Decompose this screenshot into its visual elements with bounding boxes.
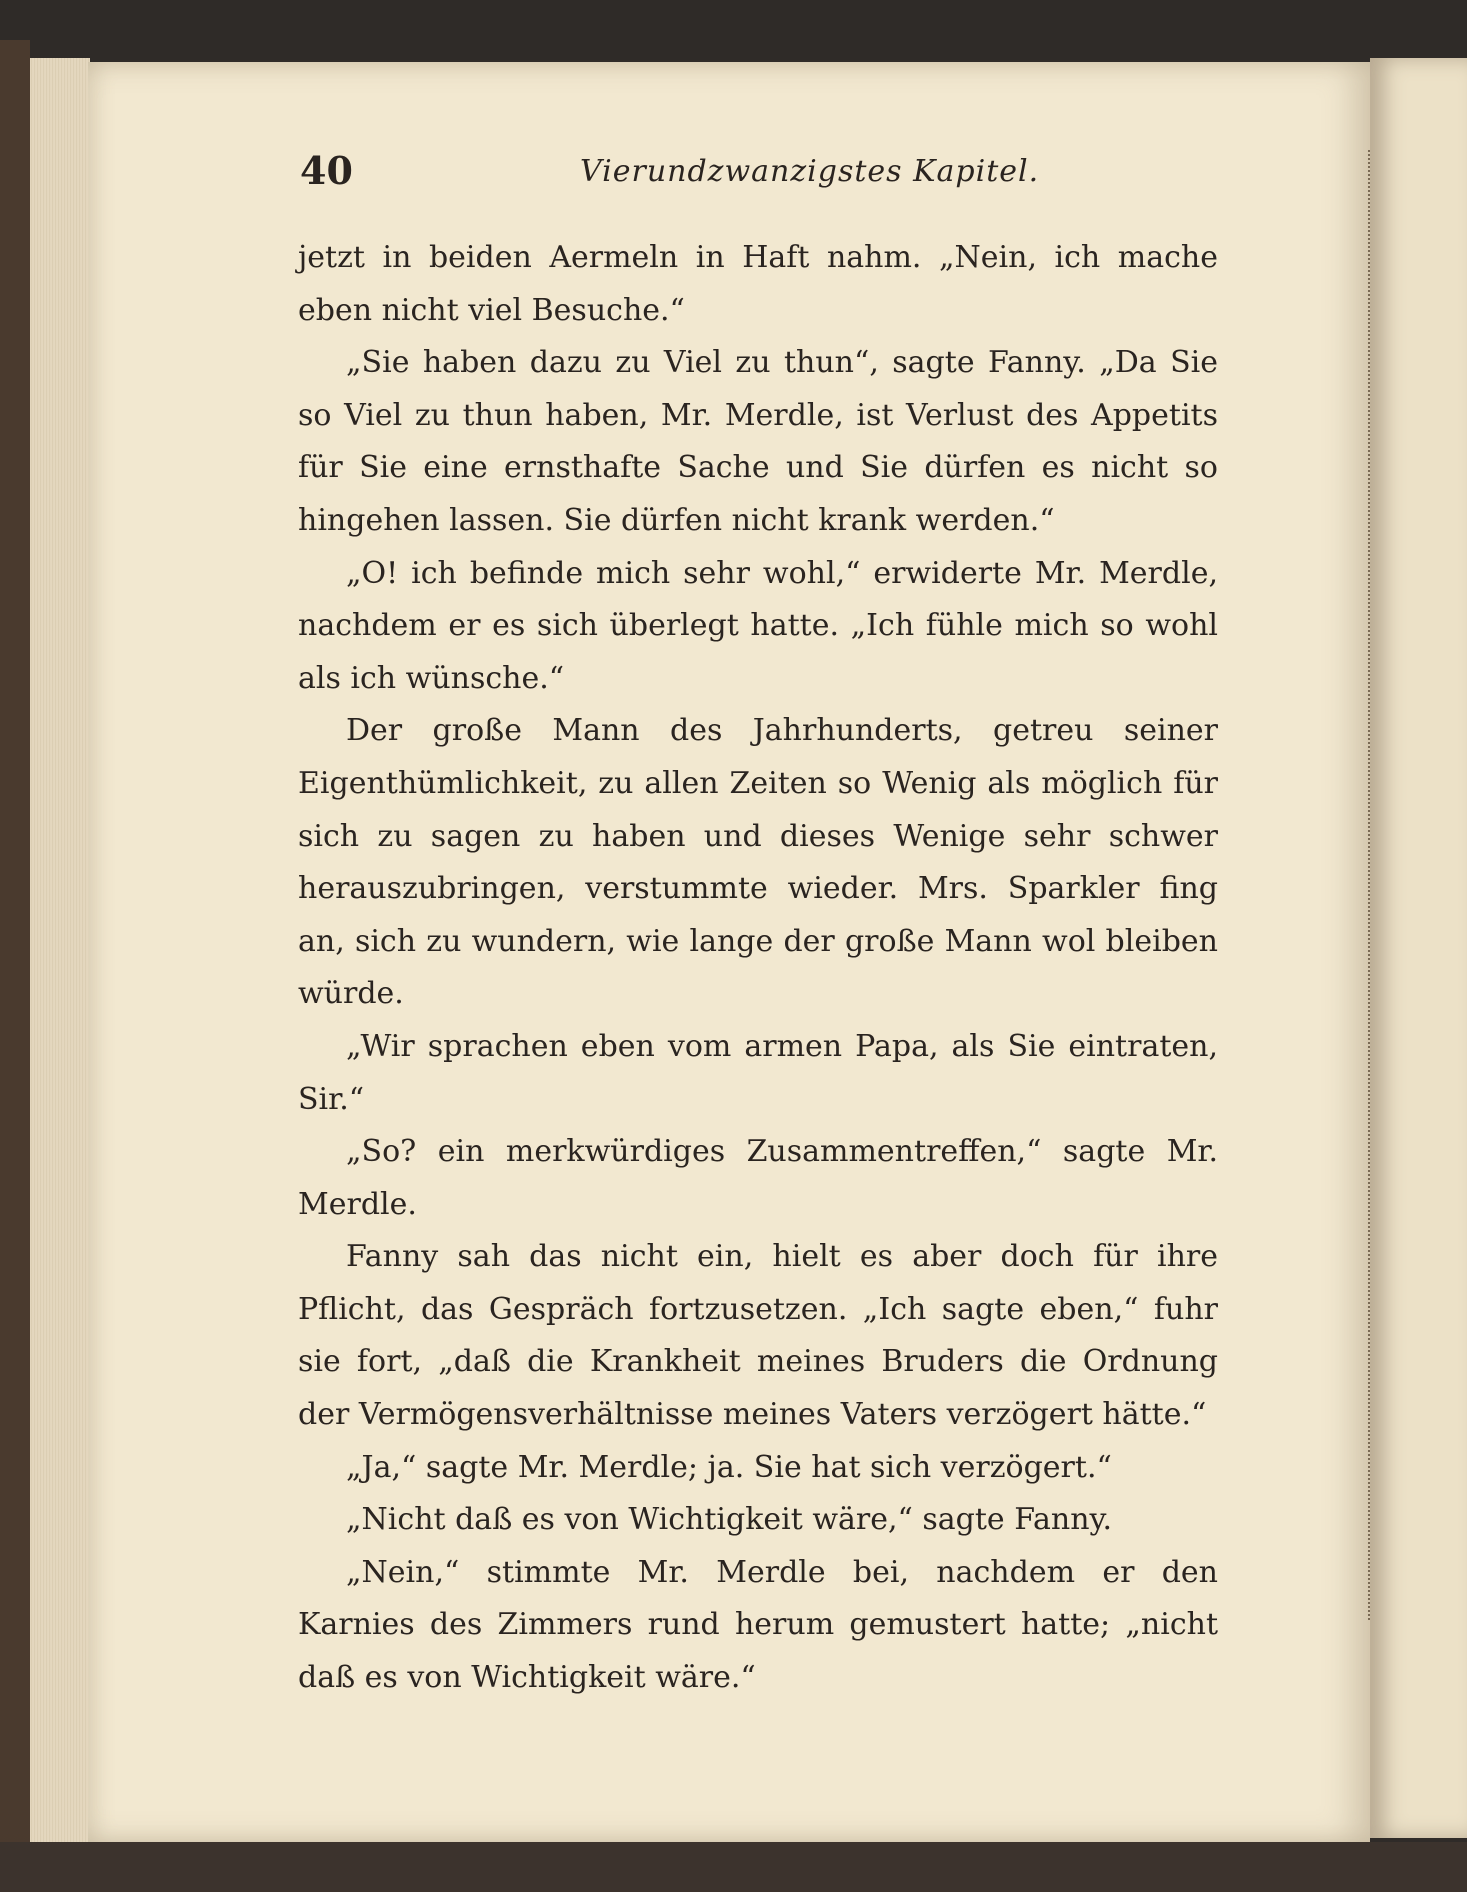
- paragraph: jetzt in beiden Aermeln in Haft nahm. „Nein, ich mache eben nicht viel Besuche.“: [298, 240, 1218, 328]
- paragraph: „Nein,“ stimmte Mr. Merdle bei, nachdem er den Karnies des Zimmers rund herum gemustert hatte; „nicht daß es von Wichtigkeit wäre.“: [298, 1554, 1218, 1696]
- facing-page-edge: [1370, 58, 1467, 1838]
- body-text: [298, 232, 1218, 1705]
- running-head: Vierundzwanzigstes Kapitel.: [580, 154, 1040, 189]
- paragraph: „Sie haben dazu zu Viel zu thun“, sagte Fanny. „Da Sie so Viel zu thun haben, Mr. Merdle, ist Verlust des Appetits für Sie eine ernsthafte Sache und Sie dürfen es nicht so hingehen lassen. Sie dürfen nicht krank werden.“: [298, 345, 1218, 538]
- paragraph: „Wir sprachen eben vom armen Papa, als Sie eintraten, Sir.“: [298, 1028, 1218, 1117]
- page-number: 40: [300, 148, 353, 193]
- page-header: [300, 148, 1220, 198]
- gutter-stitching: [1368, 150, 1373, 1620]
- paragraph: Fanny sah das nicht ein, hielt es aber doch für ihre Pflicht, das Gespräch fortzusetzen. „Ich sagte eben,“ fuhr sie fort, „daß die Krankheit meines Bruders die Ordnung der Vermögensverhältnisse meines Vaters verzögert hätte.“: [298, 1239, 1218, 1433]
- paragraph: „Ja,“ sagte Mr. Merdle; ja. Sie hat sich verzögert.“: [346, 1449, 1112, 1485]
- paragraph: „O! ich befinde mich sehr wohl,“ erwiderte Mr. Merdle, nachdem er es sich überlegt hatte. „Ich fühle mich so wohl als ich wünsche.“: [298, 555, 1218, 696]
- paragraph: „So? ein merkwürdiges Zusammentreffen,“ sagte Mr. Merdle.: [298, 1134, 1218, 1222]
- paragraph: Der große Mann des Jahrhunderts, getreu seiner Eigenthümlichkeit, zu allen Zeiten so Wenig als möglich für sich zu sagen zu haben und dieses Wenige sehr schwer herauszubringen, verstummte wieder. Mrs. Sparkler fing an, sich zu wundern, wie lange der große Mann wol bleiben würde.: [298, 713, 1218, 1012]
- book-cover-edge: [0, 40, 30, 1860]
- book-cover-bottom: [0, 1842, 1467, 1892]
- page-stack-edges: [30, 58, 90, 1848]
- paragraph: „Nicht daß es von Wichtigkeit wäre,“ sagte Fanny.: [346, 1502, 1113, 1538]
